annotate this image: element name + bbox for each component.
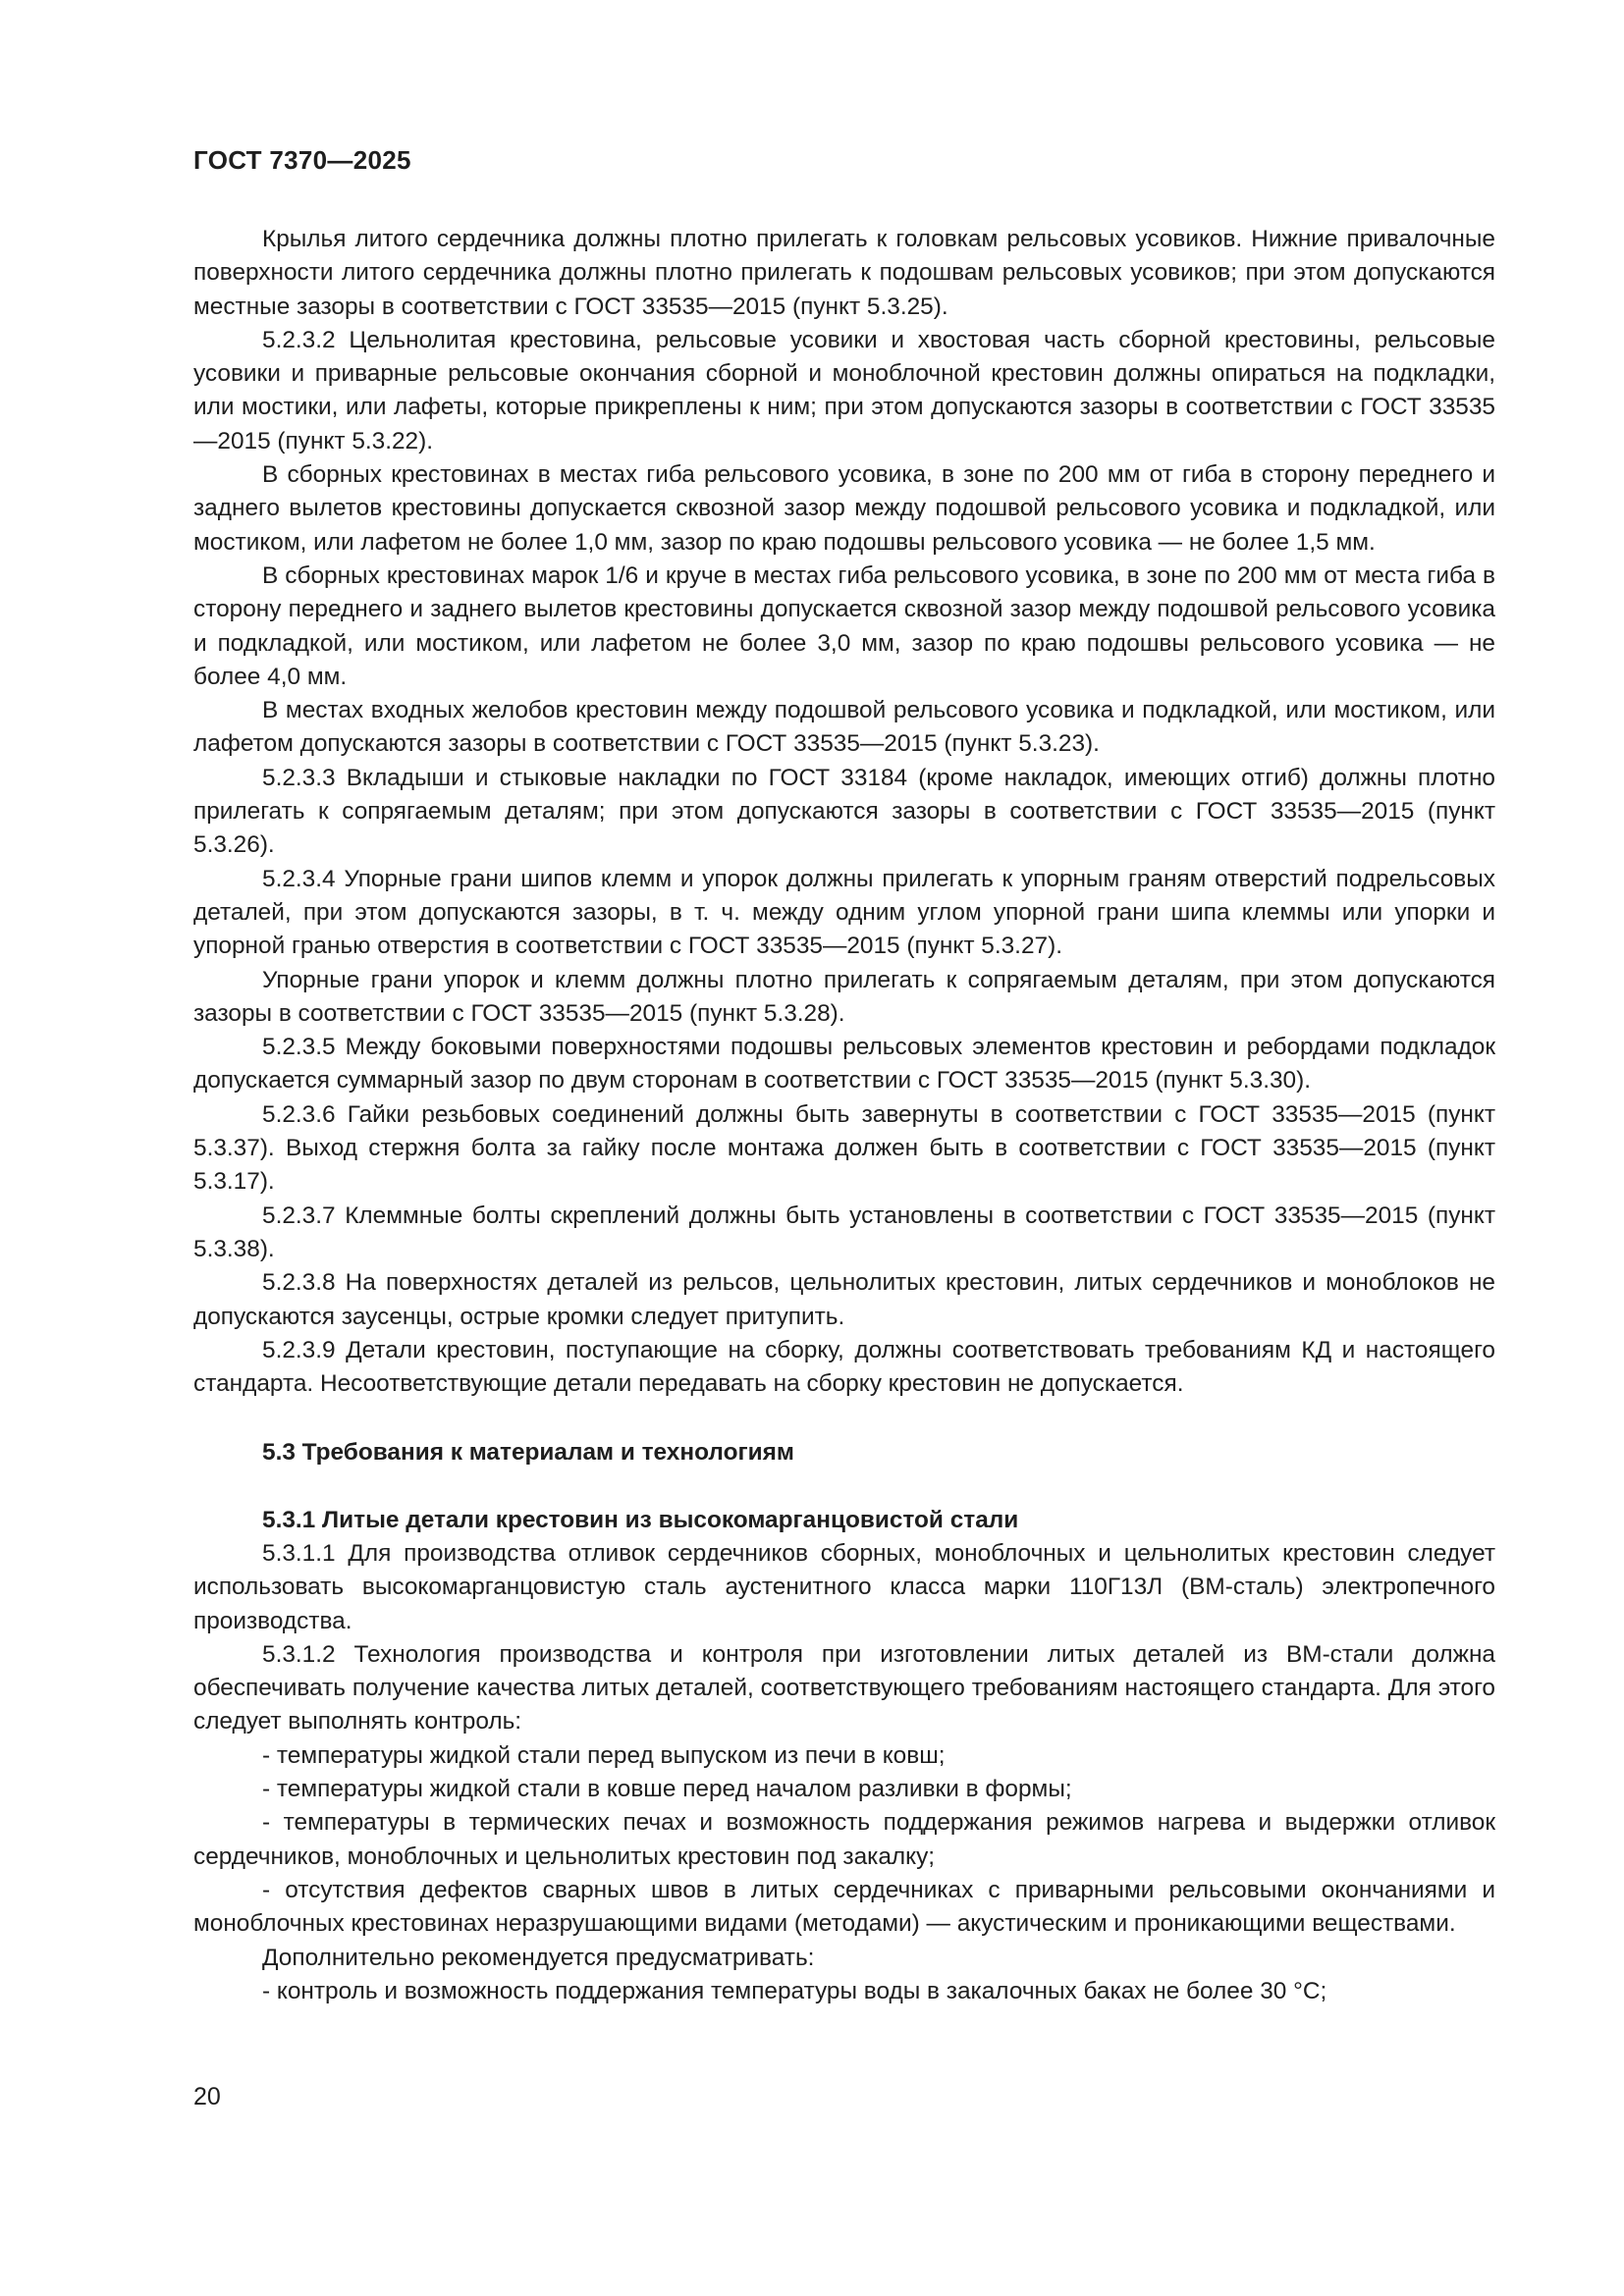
document-body [193,223,1495,2008]
paragraph: 5.2.3.6 Гайки резьбовых соединений должны быть завернуты в соответствии с ГОСТ 33535—2015 (пункт 5.3.37). Выход стержня болта за гайку после монтажа должен быть в соответствии с ГОСТ 33535—2015 (пункт 5.3.17). [193,1100,1495,1196]
paragraph: 5.2.3.7 Клеммные болты скреплений должны быть установлены в соответствии с ГОСТ 33535—2015 (пункт 5.3.38). [193,1201,1495,1262]
paragraph: В сборных крестовинах в местах гиба рельсового усовика, в зоне по 200 мм от гиба в сторону переднего и заднего вылетов крестовины допускается сквозной зазор между подошвой рельсового усовика и подкладкой, или мостиком, или лафетом не более 1,0 мм, зазор по краю подошвы рельсового усовика — не более 1,5 мм. [193,461,1495,556]
list-item: - температуры в термических печах и возможность поддержания режимов нагрева и выдержки отливок сердечников, моноблочных и цельнолитых крестовин под закалку; [193,1809,1495,1870]
page-number: 20 [193,2083,221,2110]
paragraph: Упорные грани упорок и клемм должны плотно прилегать к сопрягаемым деталям, при этом допускаются зазоры в соответствии с ГОСТ 33535—2015 (пункт 5.3.28). [193,966,1495,1027]
paragraph: 5.3.1.1 Для производства отливок сердечников сборных, моноблочных и цельнолитых крестовин следует использовать высокомарганцовистую сталь аустенитного класса марки 110Г13Л (ВМ-сталь) электропечного производства. [193,1539,1495,1634]
paragraph: В местах входных желобов крестовин между подошвой рельсового усовика и подкладкой, или мостиком, или лафетом допускаются зазоры в соответствии с ГОСТ 33535—2015 (пункт 5.3.23). [193,697,1495,758]
paragraph: 5.3.1.2 Технология производства и контроля при изготовлении литых деталей из ВМ-стали должна обеспечивать получение качества литых деталей, соответствующего требованиям настоящего стандарта. Для этого следует выполнять контроль: [193,1640,1495,1735]
list-item: - отсутствия дефектов сварных швов в литых сердечниках с приварными рельсовыми окончаниями и моноблочных крестовинах неразрушающими видами (методами) — акустическим и проникающими веществами. [193,1876,1495,1938]
subsection-heading: 5.3.1 Литые детали крестовин из высокомарганцовистой стали [262,1506,1019,1533]
paragraph: 5.2.3.5 Между боковыми поверхностями подошвы рельсовых элементов крестовин и ребордами подкладок допускается суммарный зазор по двум сторонам в соответствии с ГОСТ 33535—2015 (пункт 5.3.30). [193,1034,1495,1095]
paragraph: 5.2.3.8 На поверхностях деталей из рельсов, цельнолитых крестовин, литых сердечников и моноблоков не допускаются заусенцы, острые кромки следует притупить. [193,1269,1495,1330]
list-item: - контроль и возможность поддержания температуры воды в закалочных баках не более 30 °С; [262,1977,1327,2004]
paragraph: В сборных крестовинах марок 1/6 и круче в местах гиба рельсового усовика, в зоне по 200 мм от места гиба в сторону переднего и заднего вылетов крестовины допускается сквозной зазор между подошвой рельсового усовика и подкладкой, или мостиком, или лафетом не более 3,0 мм, зазор по краю подошвы рельсового усовика — не более 4,0 мм. [193,561,1495,690]
paragraph: 5.2.3.9 Детали крестовин, поступающие на сборку, должны соответствовать требованиям КД и настоящего стандарта. Несоответствующие детали передавать на сборку крестовин не допускается. [193,1336,1495,1398]
paragraph: 5.2.3.4 Упорные грани шипов клемм и упорок должны прилегать к упорным граням отверстий подрельсовых деталей, при этом допускаются зазоры, в т. ч. между одним углом упорной грани шипа клеммы или упорки и упорной гранью отверстия в соответствии с ГОСТ 33535—2015 (пункт 5.3.27). [193,865,1495,960]
list-item: - температуры жидкой стали в ковше перед началом разливки в формы; [262,1776,1072,1803]
paragraph: 5.2.3.3 Вкладыши и стыковые накладки по ГОСТ 33184 (кроме накладок, имеющих отгиб) должны плотно прилегать к сопрягаемым деталям; при этом допускаются зазоры в соответствии с ГОСТ 33535—2015 (пункт 5.3.26). [193,764,1495,859]
list-item: - температуры жидкой стали перед выпуском из печи в ковш; [262,1741,946,1769]
document-header: ГОСТ 7370—2025 [193,145,411,175]
paragraph: Крылья литого сердечника должны плотно прилегать к головкам рельсовых усовиков. Нижние привалочные поверхности литого сердечника должны плотно прилегать к подошвам рельсовых усовиков; при этом допускаются местные зазоры в соответствии с ГОСТ 33535—2015 (пункт 5.3.25). [193,226,1495,320]
section-heading: 5.3 Требования к материалам и технологиям [262,1439,794,1467]
paragraph: Дополнительно рекомендуется предусматривать: [262,1944,815,1971]
paragraph: 5.2.3.2 Цельнолитая крестовина, рельсовые усовики и хвостовая часть сборной крестовины, рельсовые усовики и приварные рельсовые окончания сборной и моноблочной крестовин должны опираться на подкладки, или мостики, или лафеты, которые прикреплены к ним; при этом допускаются зазоры в соответствии с ГОСТ 33535—2015 (пункт 5.3.22). [193,326,1495,454]
